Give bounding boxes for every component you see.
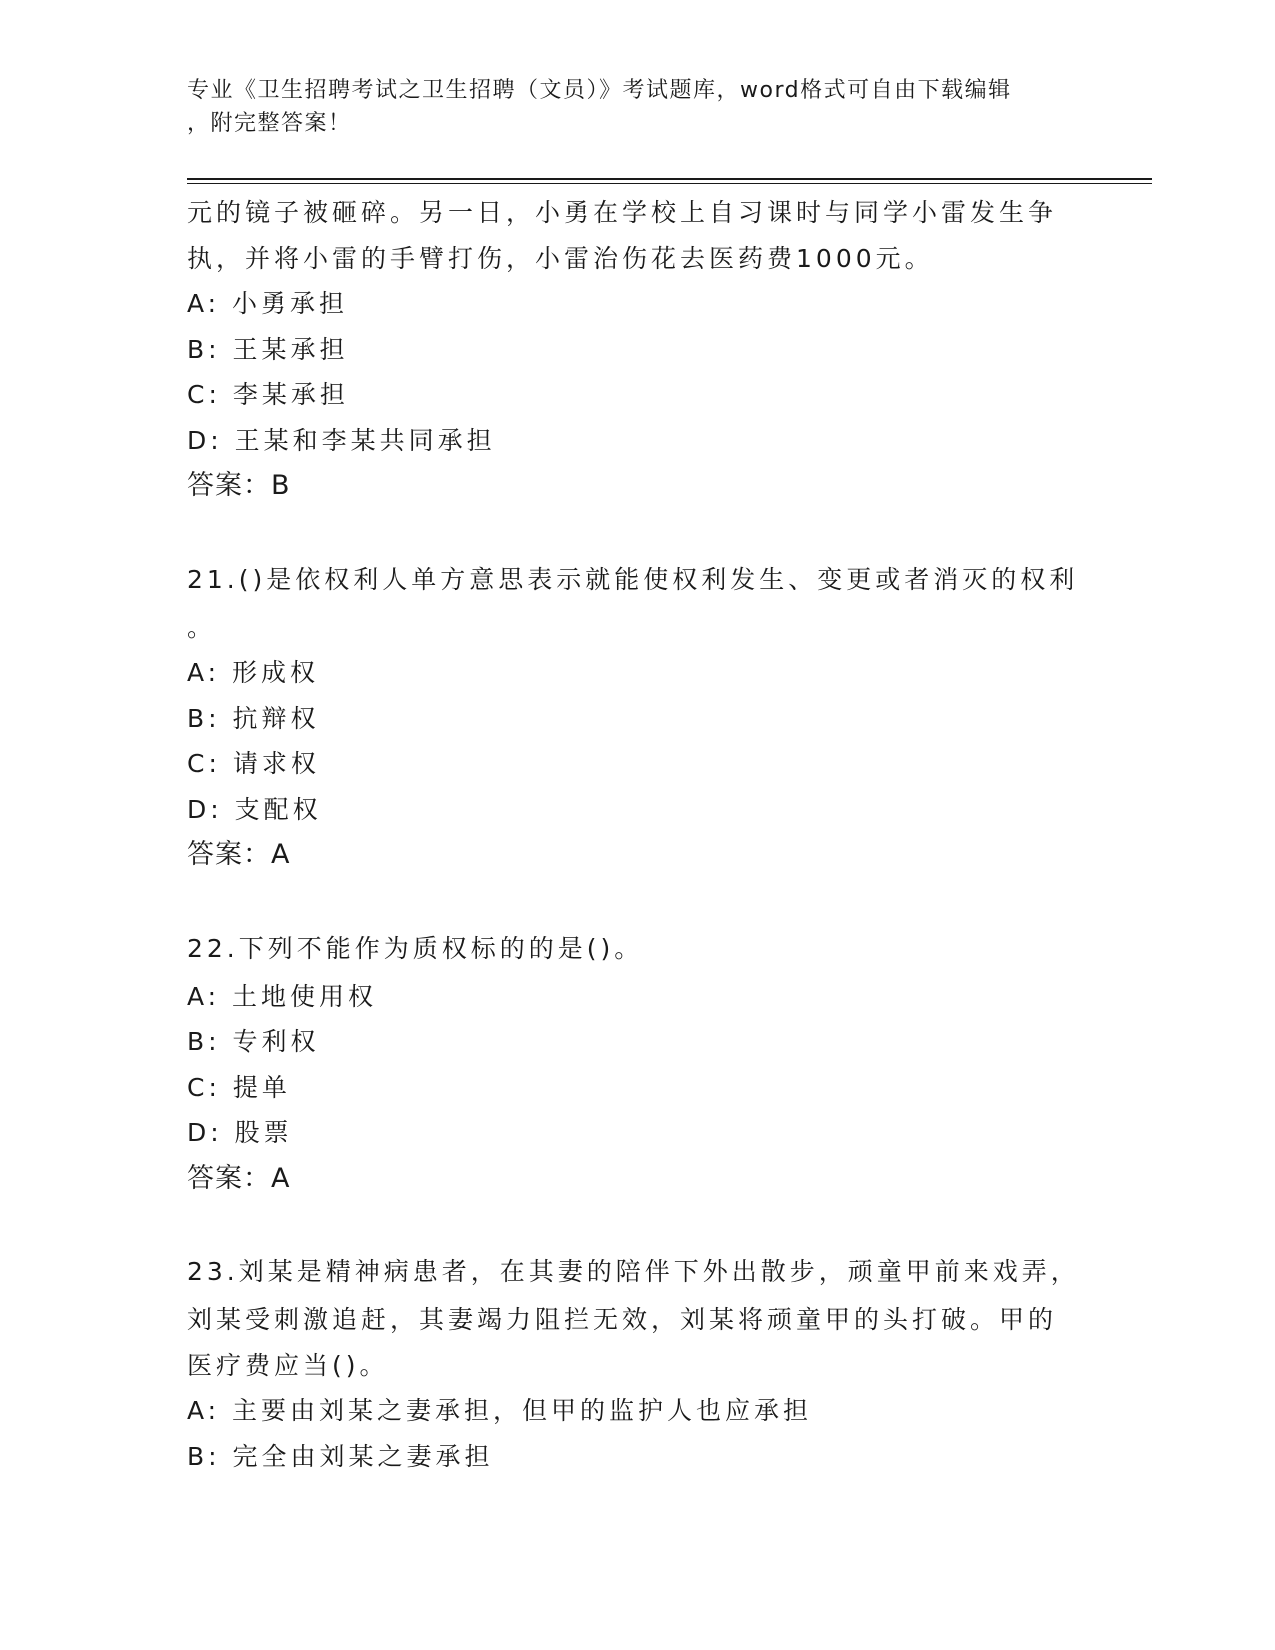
option-b: B: 完全由刘某之妻承担 — [187, 1441, 494, 1471]
question-22 — [187, 924, 1087, 1202]
question-text-line: 医疗费应当()。 — [187, 1350, 389, 1380]
option-d: D: 支配权 — [187, 794, 322, 824]
header-line-1: 专业《卫生招聘考试之卫生招聘（文员）》考试题库，word格式可自由下载编辑 — [187, 78, 1012, 103]
question-text-line: 刘某受刺激追赶，其妻竭力阻拦无效，刘某将顽童甲的头打破。甲的 — [187, 1305, 1058, 1334]
option-a: A: 土地使用权 — [187, 981, 378, 1011]
spacer — [187, 878, 1087, 924]
answer: 答案：A — [187, 839, 291, 870]
option-a: A: 主要由刘某之妻承担，但甲的监护人也应承担 — [187, 1396, 813, 1425]
option-b: B: 专利权 — [187, 1027, 320, 1056]
option-d: D: 股票 — [187, 1118, 293, 1147]
question-20 — [187, 190, 1087, 509]
option-b: B: 王某承担 — [187, 334, 349, 364]
answer: 答案：B — [187, 470, 291, 501]
question-21 — [187, 555, 1087, 878]
header-rule-thick — [187, 178, 1152, 180]
question-text-line: 23.刘某是精神病患者，在其妻的陪伴下外出散步，顽童甲前来戏弄， — [187, 1257, 1080, 1286]
document-header — [187, 74, 1067, 140]
question-text-line: 。 — [187, 612, 217, 642]
spacer — [187, 509, 1087, 555]
question-text-line: 21.()是依权利人单方意思表示就能使权利发生、变更或者消灭的权利 — [187, 564, 1079, 594]
option-c: C: 李某承担 — [187, 380, 349, 409]
question-text-line: 元的镜子被砸碎。另一日，小勇在学校上自习课时与同学小雷发生争 — [187, 198, 1058, 227]
spacer — [187, 1201, 1087, 1247]
header-rule-thin — [187, 183, 1152, 184]
option-c: C: 请求权 — [187, 749, 320, 778]
answer: 答案：A — [187, 1162, 291, 1194]
option-d: D: 王某和李某共同承担 — [187, 425, 496, 455]
question-23 — [187, 1247, 1087, 1479]
header-line-2: ，附完整答案！ — [187, 111, 352, 136]
option-a: A: 形成权 — [187, 658, 320, 687]
question-text-line: 执，并将小雷的手臂打伤，小雷治伤花去医药费1000元。 — [187, 243, 934, 273]
option-a: A: 小勇承担 — [187, 289, 349, 318]
question-text-line: 22.下列不能作为质权标的的是()。 — [187, 933, 644, 963]
option-b: B: 抗辩权 — [187, 703, 320, 733]
question-list — [187, 190, 1087, 1479]
option-c: C: 提单 — [187, 1072, 291, 1102]
